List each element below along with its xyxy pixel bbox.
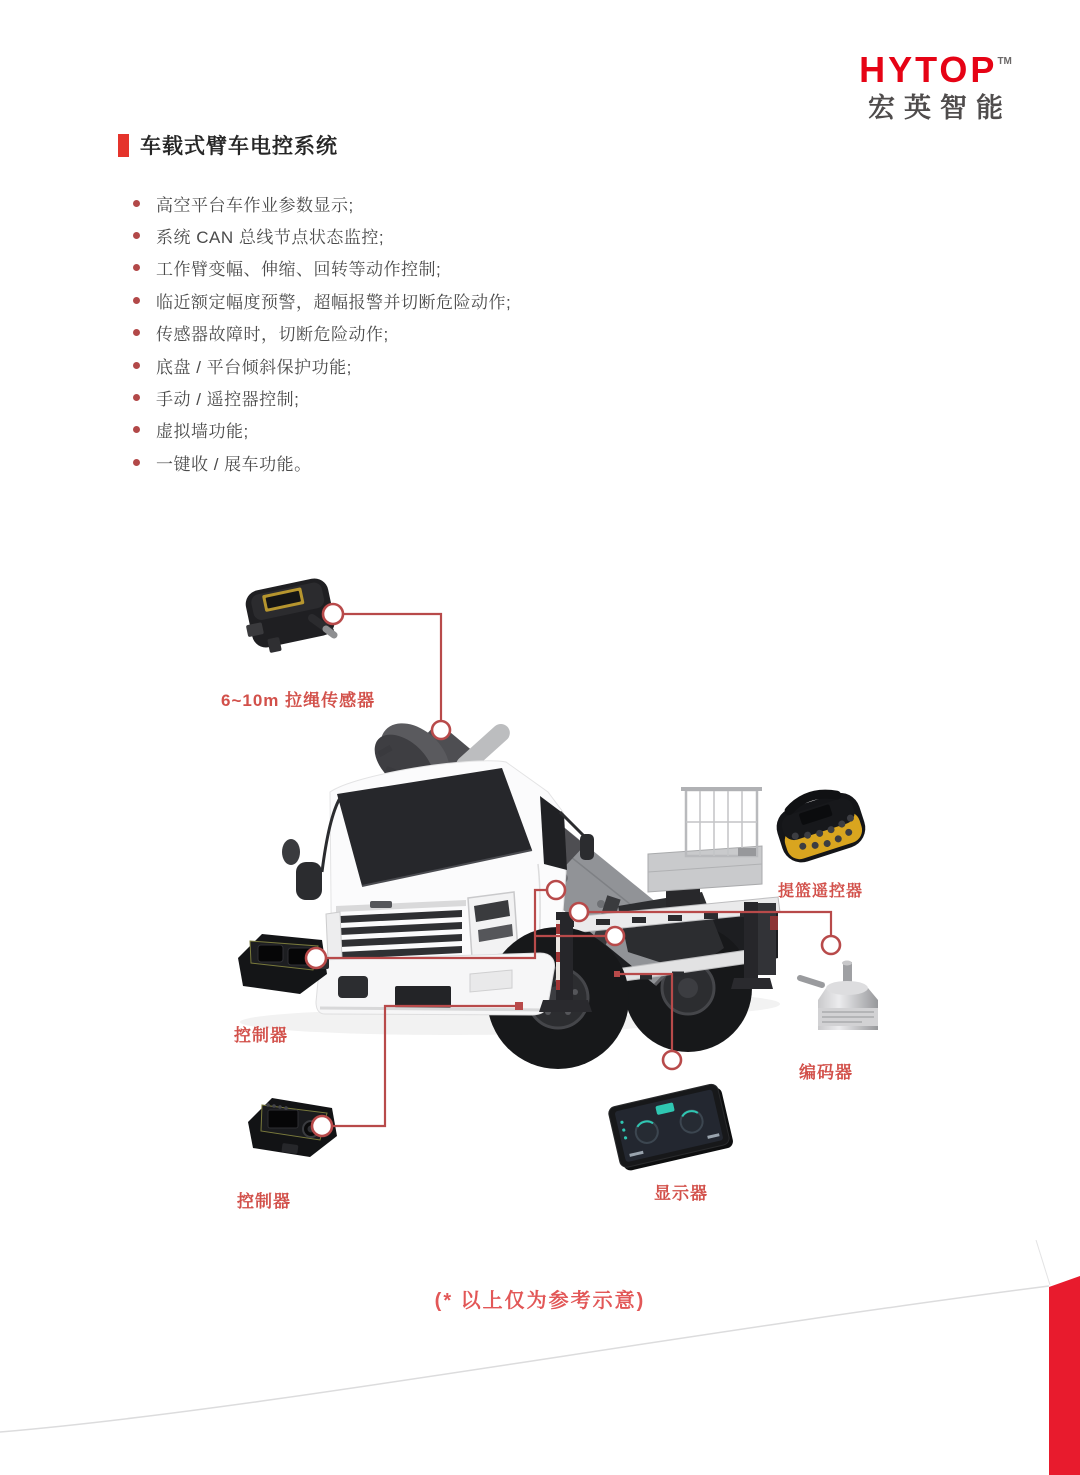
display-image (607, 1082, 734, 1172)
feature-item: 系统 CAN 总线节点状态监控; (133, 219, 511, 251)
gray-curve (0, 1286, 1049, 1432)
bottom-decoration (0, 1240, 1080, 1475)
feature-list (133, 187, 511, 479)
feature-item: 底盘 / 平台倾斜保护功能; (133, 349, 511, 381)
feature-item: 临近额定幅度预警，超幅报警并切断危险动作; (133, 284, 511, 316)
basket-remote-label: 提篮遥控器 (778, 883, 864, 900)
feature-item: 一键收 / 展车功能。 (133, 446, 511, 478)
feature-item: 手动 / 遥控器控制; (133, 381, 511, 413)
bullet-dot (133, 264, 140, 271)
system-diagram (0, 560, 1080, 1280)
red-corner-band (1049, 1276, 1080, 1475)
title-red-bar (118, 134, 129, 157)
bullet-dot (133, 232, 140, 239)
display-label: 显示器 (654, 1184, 708, 1203)
bullet-dot (133, 297, 140, 304)
logo-brand-text: HYTOP (859, 49, 998, 90)
bullet-dot (133, 362, 140, 369)
encoder-image (800, 961, 878, 1031)
logo-wordmark (859, 49, 1012, 90)
reference-note: (* 以上仅为参考示意) (434, 1290, 646, 1312)
hytop-logo (859, 49, 1012, 123)
page-title: 车载式臂车电控系统 (140, 135, 338, 158)
feature-item: 传感器故障时，切断危险动作; (133, 317, 511, 349)
feature-item: 高空平台车作业参数显示; (133, 187, 511, 219)
feature-item: 虚拟墙功能; (133, 414, 511, 446)
bullet-dot (133, 459, 140, 466)
controller-bottom-label: 控制器 (237, 1192, 291, 1211)
remote-image (770, 783, 871, 868)
feature-item: 工作臂变幅、伸缩、回转等动作控制; (133, 252, 511, 284)
controller-top-label: 控制器 (234, 1026, 288, 1045)
logo-tm-mark: TM (997, 56, 1012, 67)
work-basket (648, 789, 762, 914)
bullet-dot (133, 200, 140, 207)
bullet-dot (133, 329, 140, 336)
bullet-dot (133, 394, 140, 401)
gray-curve-short (1036, 1240, 1050, 1285)
bullet-dot (133, 426, 140, 433)
encoder-label: 编码器 (799, 1063, 853, 1082)
logo-subtitle: 宏英智能 (868, 93, 1012, 123)
section-title (118, 130, 338, 160)
rope-sensor-label: 6~10m 拉绳传感器 (221, 691, 376, 710)
